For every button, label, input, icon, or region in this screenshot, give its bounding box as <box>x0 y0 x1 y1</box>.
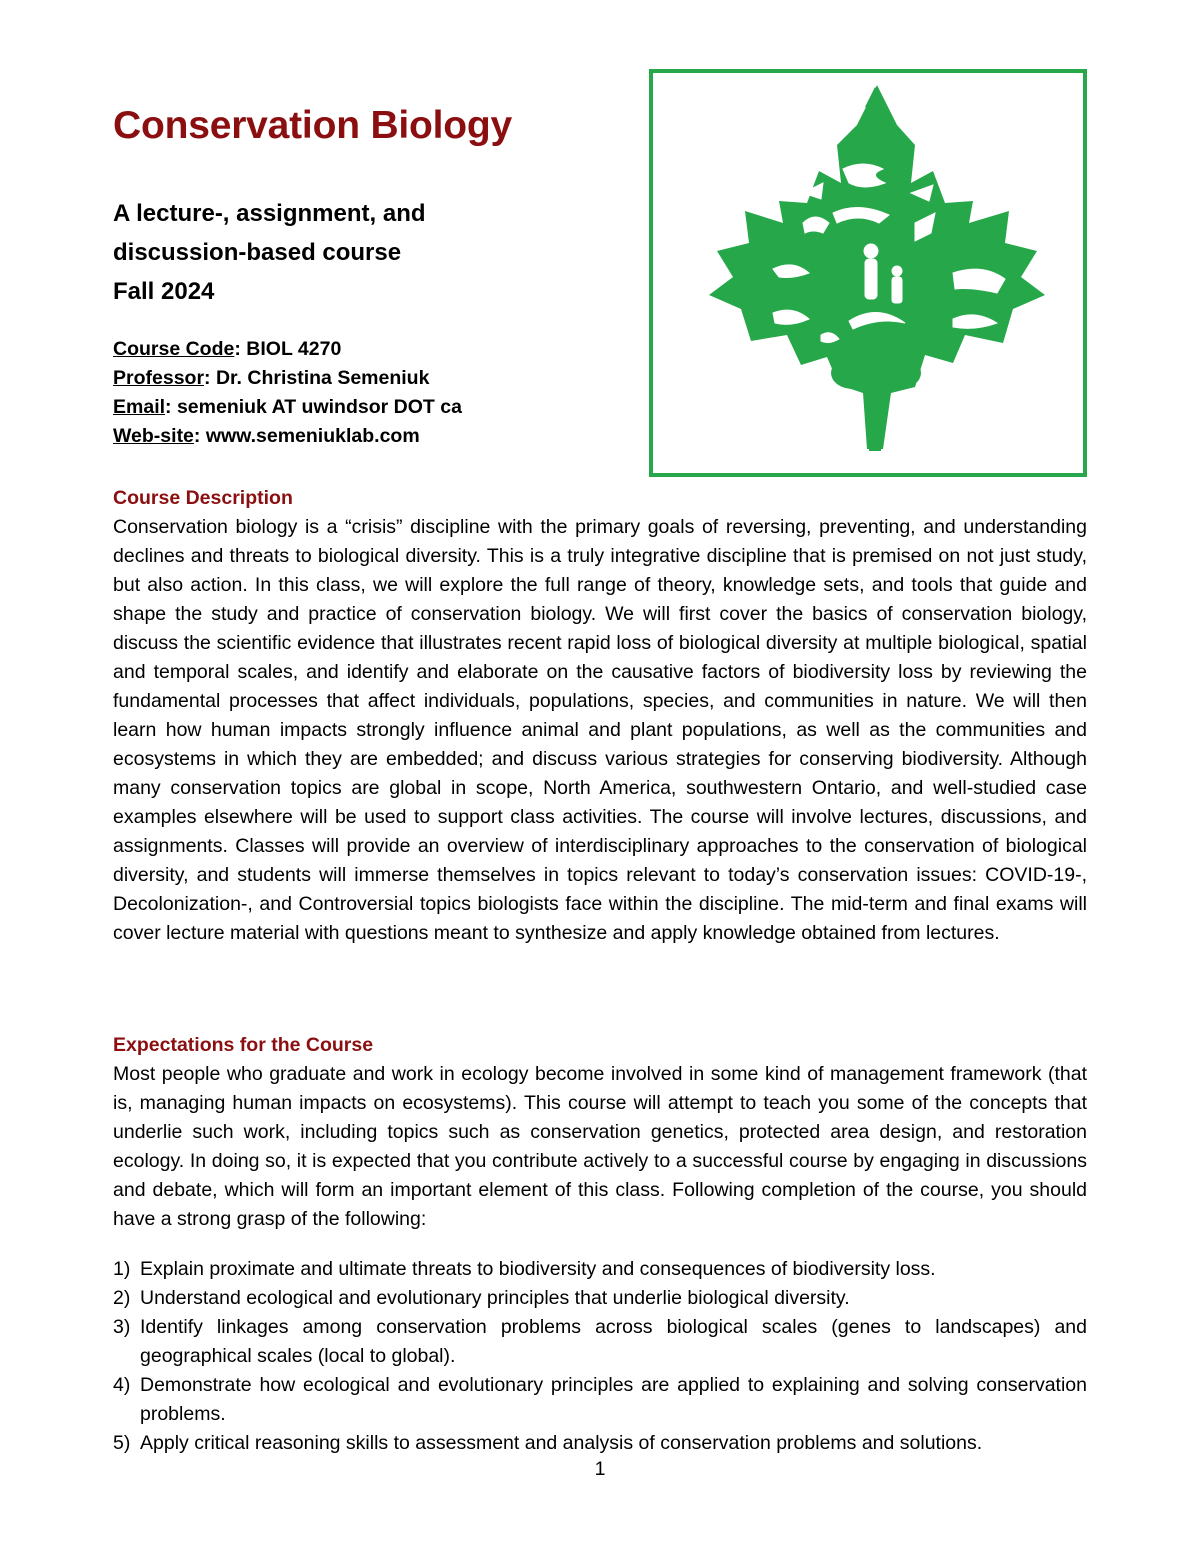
course-code-value: : BIOL 4270 <box>234 338 342 360</box>
email-label: Email <box>113 396 166 418</box>
professor-row <box>113 364 462 393</box>
list-number: 5) <box>113 1432 131 1454</box>
list-item <box>113 1313 1087 1371</box>
section-heading: Course Description <box>113 487 293 509</box>
list-number: 3) <box>113 1316 131 1338</box>
list-text: Identify linkages among conservation problems across biological scales (genes to landscapes) and geographical scales (local to global). <box>140 1316 1087 1367</box>
course-logo <box>649 69 1087 477</box>
course-description-section <box>113 484 1087 948</box>
course-code-label: Course Code <box>113 338 235 360</box>
page-number: 1 <box>594 1458 606 1480</box>
section-heading: Expectations for the Course <box>113 1034 374 1056</box>
list-text: Apply critical reasoning skills to assessment and analysis of conservation problems and solutions. <box>140 1432 983 1454</box>
website-row <box>113 422 462 451</box>
professor-label: Professor <box>113 367 205 389</box>
course-code-row <box>113 335 462 364</box>
list-number: 4) <box>113 1374 131 1396</box>
list-text: Understand ecological and evolutionary principles that underlie biological diversity. <box>140 1287 850 1309</box>
learning-outcomes-list <box>113 1255 1087 1458</box>
subtitle-line: Fall 2024 <box>113 278 215 305</box>
maple-leaf-wildlife-icon <box>653 73 1083 473</box>
expectations-section <box>113 1031 1087 1234</box>
subtitle-line: A lecture-, assignment, and <box>113 200 426 227</box>
website-value: : www.semeniuklab.com <box>193 425 420 447</box>
section-paragraph: Most people who graduate and work in ecology become involved in some kind of management framework (that is, managing human impacts on ecosystems). This course will attempt to teach you some of the concepts that underlie such work, including topics such as conservation genetics, protected area design, and restoration ecology. In doing so, it is expected that you contribute actively to a successful course by engaging in discussions and debate, which will form an important element of this class. Following completion of the course, you should have a strong grasp of the following: <box>113 1063 1087 1230</box>
list-number: 2) <box>113 1287 131 1309</box>
website-label: Web-site <box>113 425 194 447</box>
list-text: Demonstrate how ecological and evolutionary principles are applied to explaining and solving conservation problems. <box>140 1374 1087 1425</box>
list-number: 1) <box>113 1258 131 1280</box>
list-item <box>113 1429 1087 1458</box>
course-subtitle <box>113 194 426 311</box>
list-item <box>113 1371 1087 1429</box>
email-value: : semeniuk AT uwindsor DOT ca <box>165 396 462 418</box>
professor-value: : Dr. Christina Semeniuk <box>204 367 430 389</box>
document-title: Conservation Biology <box>113 104 513 147</box>
subtitle-line: discussion-based course <box>113 239 402 266</box>
list-item <box>113 1255 1087 1284</box>
course-info <box>113 335 462 451</box>
section-paragraph: Conservation biology is a “crisis” discipline with the primary goals of reversing, preventing, and understanding declines and threats to biological diversity. This is a truly integrative discipline that is premised on not just study, but also action. In this class, we will explore the full range of theory, knowledge sets, and tools that guide and shape the study and practice of conservation biology. We will first cover the basics of conservation biology, discuss the scientific evidence that illustrates recent rapid loss of biological diversity at multiple biological, spatial and temporal scales, and identify and elaborate on the causative factors of biodiversity loss by reviewing the fundamental processes that affect individuals, populations, species, and communities in nature. We will then learn how human impacts strongly influence animal and plant populations, as well as the communities and ecosystems in which they are embedded; and discuss various strategies for conserving biodiversity. Although many conservation topics are global in scope, North America, southwestern Ontario, and well-studied case examples elsewhere will be used to support class activities. The course will involve lectures, discussions, and assignments. Classes will provide an overview of interdisciplinary approaches to the conservation of biological diversity, and students will immerse themselves in topics relevant to today’s conservation issues: COVID-19-, Decolonization-, and Controversial topics biologists face within the discipline. The mid-term and final exams will cover lecture material with questions meant to synthesize and apply knowledge obtained from lectures. <box>113 516 1087 944</box>
email-row <box>113 393 462 422</box>
list-text: Explain proximate and ultimate threats to biodiversity and consequences of biodiversity loss. <box>140 1258 936 1280</box>
list-item <box>113 1284 1087 1313</box>
